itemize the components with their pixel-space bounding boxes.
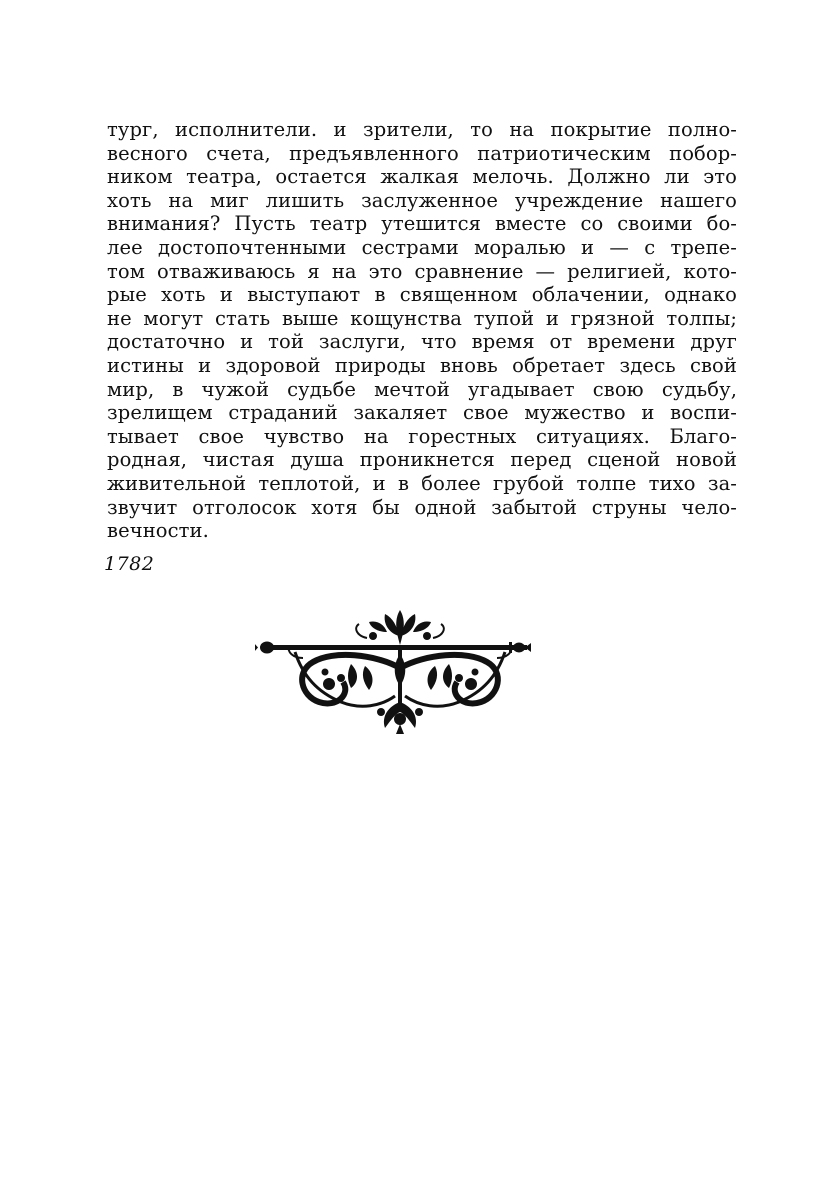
- text-line: внимания? Пусть театр утешится вместе со своими бо-: [107, 212, 737, 236]
- text-line: достаточно и той заслуги, что время от времени друг: [107, 330, 737, 354]
- text-line: родная, чистая душа проникнется перед сценой новой: [107, 448, 737, 472]
- year-label: 1782: [104, 553, 155, 575]
- text-line: не могут стать выше кощунства тупой и грязной толпы;: [107, 306, 737, 330]
- body-text: [107, 118, 737, 543]
- text-line: вечности.: [107, 519, 209, 543]
- text-line: весного счета, предъявленного патриотическим побор-: [107, 141, 737, 165]
- text-line: хоть на миг лишить заслуженное учреждение нашего: [107, 188, 737, 212]
- text-line: живительной теплотой, и в более грубой толпе тихо за-: [107, 471, 737, 495]
- text-line: тург, исполнители. и зрители, то на покрытие полно-: [107, 118, 737, 141]
- floral-vignette-icon: [255, 606, 545, 736]
- text-line: мир, в чужой судьбе мечтой угадывает свою судьбу,: [107, 377, 737, 401]
- text-line: звучит отголосок хотя бы одной забытой струны чело-: [107, 495, 737, 519]
- text-line: зрелищем страданий закаляет свое мужество и воспи-: [107, 401, 737, 425]
- text-line: ником театра, остается жалкая мелочь. Должно ли это: [107, 165, 737, 189]
- text-line: лее достопочтенными сестрами моралью и — с трепе-: [107, 235, 737, 259]
- text-line: истины и здоровой природы вновь обретает здесь свой: [107, 353, 737, 377]
- text-line: тывает свое чувство на горестных ситуациях. Благо-: [107, 424, 737, 448]
- text-line: том отваживаюсь я на это сравнение — религией, кото-: [107, 259, 737, 283]
- text-line: рые хоть и выступают в священном облачении, однако: [107, 283, 737, 307]
